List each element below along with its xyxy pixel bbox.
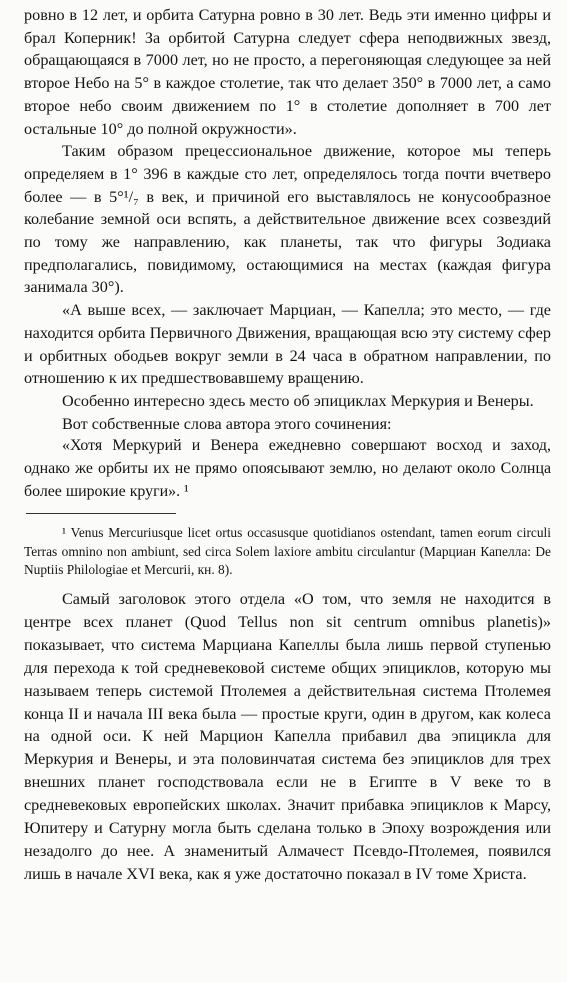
paragraph-section-title: Самый заголовок этого отдела «О том, что земля не находится в центре всех планет (Quod Tellus non sit centrum omnibus planetis)» показывает, что система Марциана Капеллы была лишь первой ступенью для перехода к той средневековой системе общих эпициклов, которую мы называем теперь системой Птолемея а действительная система Птолемея конца II и начала III века была — простые круги, один в другом, как колеса на одной оси. К ней Марцион Капелла прибавил два эпицикла для Меркурия и Венеры, и эта половинчатая система без эпициклов для трех внешних планет господствовала если не в Египте в V веке то в средневековых европейских школах. Значит прибавка эпициклов к Марсу, Юпитеру и Сатурну могла быть сделана только в Эпоху возрождения или незадолго до нее. А знаменитый Алмачест Псевдо-Птолемея, появился лишь в начале XVI века, как я уже достаточно показал в IV томе Христа. (24, 589, 551, 883)
paragraph-epicycles-intro: Особенно интересно здесь место об эпициклах Меркурия и Венеры. (62, 391, 534, 410)
footnote (24, 524, 551, 580)
paragraph-precession: Таким образом прецессиональное движение, которое мы теперь определяем в 1° 396 в каждые сто лет, определялось тогда почти вчетверо более — в 5°¹/₇ в век, и причиной его выставлялось не конусообразное колебание земной оси вспять, а действительное движение всех созвездий по тому же направлению, как планеты, так что фигуры Зодиака предполагались, повидимому, остающимися на местах (каждая фигура занимала 30°). (24, 142, 551, 297)
footnote-divider (26, 513, 176, 514)
continuation-text (24, 588, 551, 886)
footnote-text: ¹ Venus Mercuriusque licet ortus occasusque quotidianos ostendant, tamen eorum circuli Terras omnino non ambiunt, sed circa Solem laxiore ambitu circulantur (Марциан Капелла: De Nuptiis Philologiae et Mercurii, кн. 8). (24, 525, 551, 578)
main-text (24, 4, 551, 503)
paragraph-saturn-orbit: ровно в 12 лет, и орбита Сатурна ровно в 30 лет. Ведь эти именно цифры и брал Коперник! За орбитой Сатурна следует сфера неподвижных звезд, обращающаяся в 7000 лет, но не просто, а перегоняющая следующее за ней второе Небо на 5° в каждое столетие, так что делает 350° в 7000 лет, а само второе небо своим движением по 1° в столетие дополняет в 700 лет остальные 10° до полной окружности». (24, 6, 551, 138)
paragraph-author-words: Вот собственные слова автора этого сочинения: (62, 414, 392, 433)
paragraph-martianus-quote: «А выше всех, — заключает Марциан, — Капелла; это место, — где находится орбита Первичного Движения, вращающая всю эту систему сфер и орбитных ободьев вокруг земли в 24 часа в обратном направлении, по отношению к их предшествовавшему вращению. (24, 301, 551, 388)
paragraph-mercury-venus-quote: «Хотя Меркурий и Венера ежедневно совершают восход и заход, однако же орбиты их не прямо опоясывают землю, но делают около Солнца более широкие круги». ¹ (24, 437, 551, 500)
